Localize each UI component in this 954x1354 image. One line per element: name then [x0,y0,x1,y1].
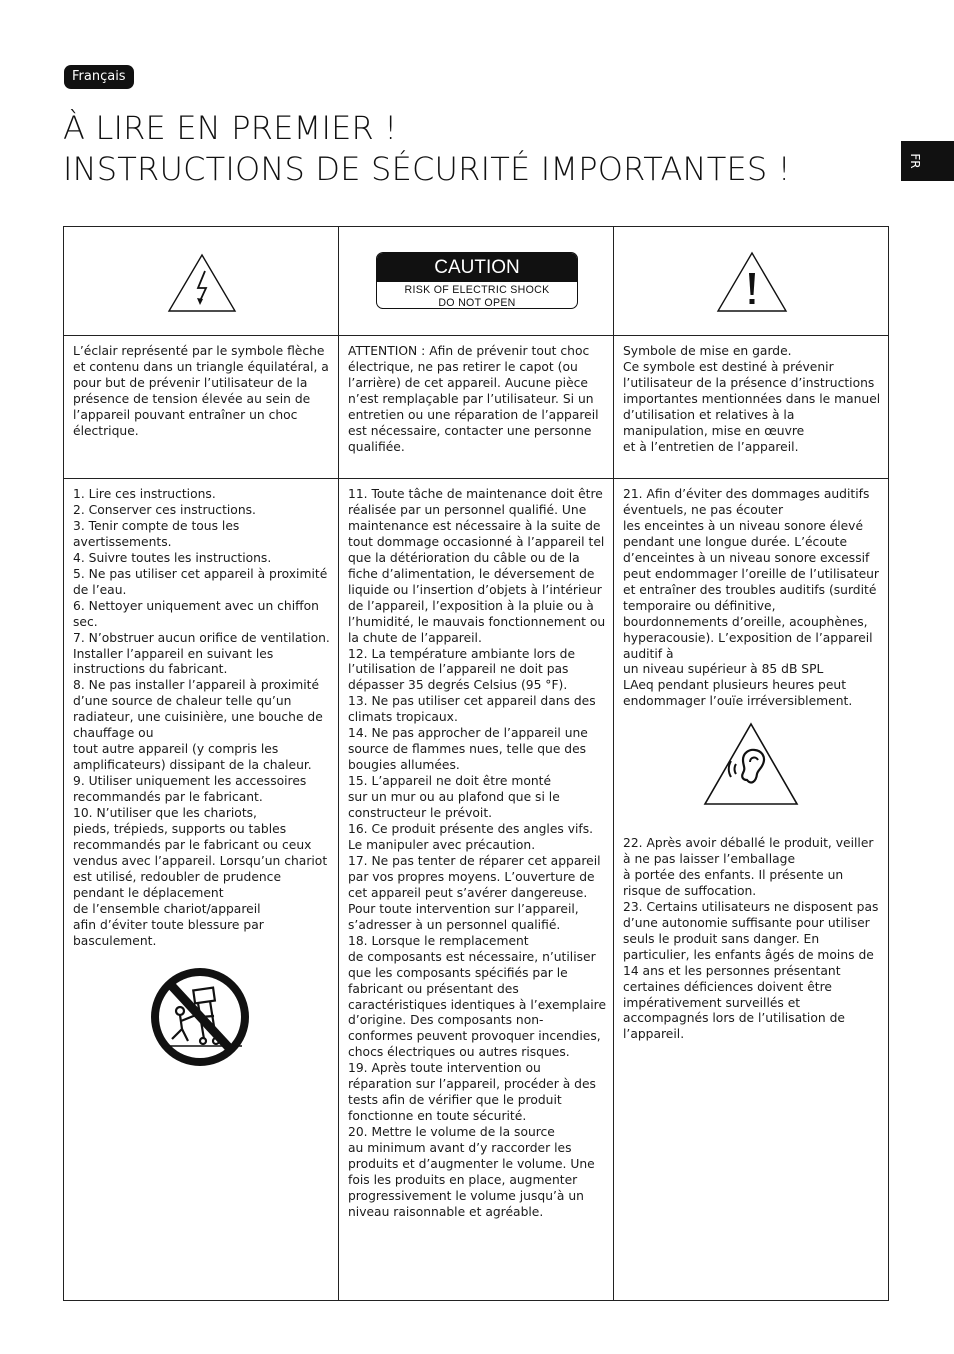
caution-subtext-line-2: DO NOT OPEN [438,296,516,309]
instructions-11-to-20: 11. Toute tâche de maintenance doit être réalisée par un personnel qualifié. Une maintenance est nécessaire à la suite de tout dommage occasionné à l’appareil tel que la détérioration du câble ou de la fiche d’alimentation, le déversement de liquide ou l’insertion d’objets à l’intérieur de l’appareil, l’exposition à la pluie ou à l’humidité, le mauvais fonctionnement ou la chute de l’appareil. 12. La température ambiante lors de l’utilisation de l’appareil ne doit pas dépasser 35 degrés Celsius (95 °F). 13. Ne pas utiliser cet appareil dans des climats tropicaux. 14. Ne pas approcher de l’appareil une source de flammes nues, telle que des bougies allumées. 15. L’appareil ne doit être monté sur un mur ou au plafond que si le constructeur le prévoit. 16. Ce produit présente des angles vifs. Le manipuler avec précaution. 17. Ne pas tenter de réparer cet appareil par vos propres moyens. L’ouverture de cet appareil peut s’avérer dangereuse. Pour toute intervention sur l’appareil, s’adresser à un personnel qualifié. 18. Lorsque le remplacement de composants est nécessaire, n’utiliser que les composants spécifiés par le fabricant ou présentant des caractéristiques identiques à l’exemplaire d’origine. Des composants non-conformes peuvent provoquer incendies, chocs électriques ou autres risques. 19. Après toute intervention ou réparation sur l’appareil, procéder à des tests afin de vérifier que le produit fonctionne en toute sécurité. 20. Mettre le volume de la source au minimum avant d’y raccorder les produits et d’augmenter le volume. Une fois les produits en place, augmenter progressivement le volume jusqu’à un niveau raisonnable et agréable. [348,487,607,1219]
exclamation-warning-icon [716,251,788,313]
lightning-warning-icon [167,253,237,313]
exclamation-description-cell [614,336,889,479]
exclamation-description: Symbole de mise en garde. Ce symbole est destiné à prévenir l’utilisateur de la présence d’instructions importantes mentionnées dans le manuel d’utilisation et relatives à la manipulation, mise en œuvre et à l’entretien de l’appareil. [623,344,881,454]
language-side-tab [901,141,954,181]
title-line-1: À LIRE EN PREMIER ! [63,109,398,147]
caution-label-cell [339,227,614,336]
exclamation-symbol-cell [614,227,889,336]
hearing-damage-warning-icon [703,722,799,806]
lightning-description-cell [64,336,339,479]
instructions-column-2 [339,479,614,1301]
caution-label [376,252,578,309]
instructions-22-to-23: 22. Après avoir déballé le produit, veiller à ne pas laisser l’emballage à portée des enfants. Il présente un risque de suffocation. 23. Certains utilisateurs ne disposent pas d’une autonomie suffisante pour utiliser seuls le produit sans danger. En particulier, les enfants âgés de moins de 14 ans et les personnes présentant certaines déficiences doivent être impérativement surveillés et accompagnés lors de l’utilisation de l’appareil. [623,836,879,1042]
attention-description-cell [339,336,614,479]
instructions-21: 21. Afin d’éviter des dommages auditifs éventuels, ne pas écouter les enceintes à un niveau sonore élevé pendant une longue durée. L’écoute d’enceintes à un niveau sonore excessif peut endommager l’oreille de l’utilisateur et entraîner des troubles auditifs (surdité temporaire ou définitive, bourdonnements d’oreille, acouphènes, hyperacousie). L’exposition de l’appareil auditif à un niveau supérieur à 85 dB SPL LAeq pendant plusieurs heures peut endommager l’ouïe irréversiblement. [623,487,879,709]
side-tab-label: FR [908,153,922,169]
caution-heading: CAUTION [377,253,577,282]
lightning-description: L’éclair représenté par le symbole flèche et contenu dans un triangle équilatéral, a pour but de prévenir l’utilisateur de la présence de tension élevée au sein de l’appareil pouvant entraîner un choc électrique. [73,344,329,438]
instructions-column-3 [614,479,889,1301]
caution-subtext-line-1: RISK OF ELECTRIC SHOCK [404,284,550,296]
page-title [63,108,791,190]
attention-description: ATTENTION : Afin de prévenir tout choc électrique, ne pas retirer le capot (ou l’arrière) de cet appareil. Aucune pièce n’est remplaçable par l’utilisateur. Si un entretien ou une réparation de l’appareil est nécessaire, contacter une personne qualifiée. [348,344,599,454]
title-line-2: INSTRUCTIONS DE SÉCURITÉ IMPORTANTES ! [63,150,791,188]
instructions-1-to-10: 1. Lire ces instructions. 2. Conserver ces instructions. 3. Tenir compte de tous les avertissements. 4. Suivre toutes les instructions. 5. Ne pas utiliser cet appareil à proximité de l’eau. 6. Nettoyer uniquement avec un chiffon sec. 7. N’obstruer aucun orifice de ventilation. Installer l’appareil en suivant les instructions du fabricant. 8. Ne pas installer l’appareil à proximité d’une source de chaleur telle qu’un radiateur, une cuisinière, une bouche de chauffage ou tout autre appareil (y compris les amplificateurs) dissipant de la chaleur. 9. Utiliser uniquement les accessoires recommandés par le fabricant. 10. N’utiliser que les chariots, pieds, trépieds, supports ou tables recommandés par le fabricant ou ceux vendus avec l’appareil. Lorsqu’un chariot est utilisé, redoubler de prudence pendant le déplacement de l’ensemble chariot/appareil afin d’éviter toute blessure par basculement. [73,487,330,948]
language-badge: Français [64,65,134,89]
caution-subtext [377,282,577,309]
cart-tip-over-warning-icon [150,967,250,1067]
instructions-column-1 [64,479,339,1301]
safety-table [63,226,889,1301]
lightning-symbol-cell [64,227,339,336]
